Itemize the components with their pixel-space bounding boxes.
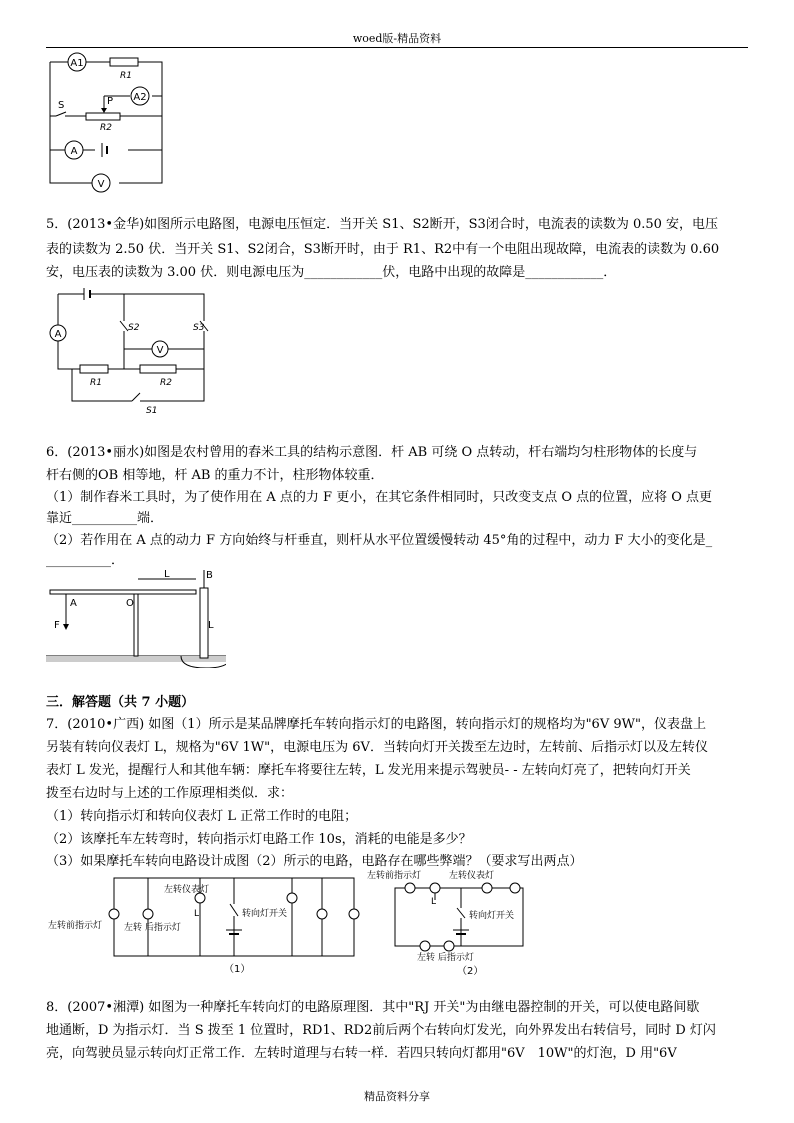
circuit-figure-q5 <box>44 285 214 420</box>
fig1-switch-label: 转向灯开关 <box>242 909 288 919</box>
q6-line-3: （1）制作舂米工具时，为了使作用在 A 点的力 F 更小，在其它条件相同时，只改变支点 O 点的位置，应将 O 点更 <box>46 490 713 505</box>
fig1-meter-lamp-label: 左转仪表灯 <box>164 885 210 895</box>
q5-r1-label: R1 <box>90 378 102 388</box>
q7-line-6: （2）该摩托车左转弯时，转向指示灯电路工作 10s，消耗的电能是多少？ <box>46 832 472 847</box>
q8-line-1: 8．(2007•湘潭) 如图为一种摩托车转向灯的电路原理图．其中"RJ 开关"为由继电器控制的开关，可以使电路间歇 <box>46 1000 700 1015</box>
fig2-meter-lamp-label: 左转仪表灯 <box>449 871 495 881</box>
q7-line-2: 另装有转向仪表灯 L，规格为"6V 1W"，电源电压为 6V．当转向灯开关拨至左边时，左转前、后指示灯以及左转仪 <box>46 740 708 755</box>
circuit-figure-top <box>40 50 180 195</box>
q6-line-6: __________． <box>46 553 125 568</box>
ammeter-a1-label: A1 <box>70 58 84 69</box>
fig2-l-label: L <box>431 897 437 907</box>
fig2-caption: （2） <box>457 966 484 977</box>
q6-point-a-label: A <box>70 598 77 609</box>
fig1-caption: （1） <box>224 964 251 975</box>
q7-line-7: （3）如果摩托车转向电路设计成图（2）所示的电路，电路存在哪些弊端？（要求写出两点） <box>46 854 583 869</box>
switch-s-label: S <box>58 100 65 111</box>
resistor-r2-label: R2 <box>100 123 112 133</box>
q5-r2-label: R2 <box>160 378 172 388</box>
q5-line-2: 表的读数为 2.50 伏．当开关 S1、S2闭合，S3断开时，由于 R1、R2中有一个电阻出现故障，电流表的读数为 0.60 <box>46 242 720 257</box>
q6-line-2: 杆右侧的OB 相等地，杆 AB 的重力不计，柱形物体较重． <box>46 468 384 483</box>
q5-switch-s1-label: S1 <box>146 406 158 416</box>
fig1-l-label: L <box>194 909 200 919</box>
q6-length-l-top: L <box>164 569 170 580</box>
q6-point-o-label: O <box>126 598 134 609</box>
q6-line-1: 6．(2013•丽水)如图是农村曾用的舂米工具的结构示意图．杆 AB 可绕 O 点转动，杆右端均匀柱形物体的长度与 <box>46 445 698 460</box>
q5-ammeter-label: A <box>54 329 62 340</box>
ammeter-a-label: A <box>70 146 78 157</box>
ammeter-a2-label: A2 <box>133 92 147 103</box>
q5-line-3: 安，电压表的读数为 3.00 伏．则电源电压为____________伏，电路中出现的故障是____________． <box>46 265 617 280</box>
slider-p-label: P <box>107 96 114 107</box>
fig1-front-lamp-label: 左转前指示灯 <box>48 921 103 931</box>
q7-line-4: 拨至右边时与上述的工作原理相类似．求： <box>46 786 294 801</box>
fig2-switch-label: 转向灯开关 <box>469 911 515 921</box>
q5-line-1: 5．(2013•金华)如图所示电路图，电源电压恒定．当开关 S1、S2断开，S3闭合时，电流表的读数为 0.50 安，电压 <box>46 217 719 232</box>
q5-voltmeter-label: V <box>156 345 164 356</box>
q6-line-5: （2）若作用在 A 点的动力 F 方向始终与杆垂直，则杆从水平位置缓慢转动 45°角的过程中，动力 F 大小的变化是_ <box>46 533 713 548</box>
q6-length-l-side: L <box>208 620 214 631</box>
header-divider <box>46 47 748 48</box>
fig2-rear-lamp-label: 左转 后指示灯 <box>417 953 474 963</box>
q5-switch-s2-label: S2 <box>128 323 140 333</box>
q8-line-2: 地通断，D 为指示灯．当 S 拨至 1 位置时，RD1、RD2前后两个右转向灯发光，向外界发出右转信号，同时 D 灯闪 <box>46 1023 716 1038</box>
resistor-r1-label: R1 <box>120 71 132 81</box>
q8-line-3: 亮，向驾驶员显示转向灯正常工作．左转时道理与右转一样．若四只转向灯都用"6V 10W"的灯泡，D 用"6V <box>46 1046 677 1061</box>
section-three-heading: 三．解答题（共 7 小题） <box>46 695 195 710</box>
q6-force-f-label: F <box>54 620 60 631</box>
voltmeter-v-label: V <box>97 179 105 190</box>
q6-line-4: 靠近__________端． <box>46 511 164 526</box>
q5-switch-s3-label: S3 <box>193 323 205 333</box>
turn-signal-circuit-1 <box>44 872 364 980</box>
page-header: woed版-精品资料 <box>352 32 442 45</box>
fig1-rear-lamp-label: 左转 后指示灯 <box>124 923 181 933</box>
q7-line-1: 7．(2010•广西) 如图（1）所示是某品牌摩托车转向指示灯的电路图，转向指示灯的规格均为"6V 9W"，仪表盘上 <box>46 717 706 732</box>
page-footer: 精品资料分享 <box>364 1090 430 1103</box>
q7-line-5: （1）转向指示灯和转向仪表灯 L 正常工作时的电阻； <box>46 809 358 824</box>
turn-signal-circuit-2 <box>365 868 545 978</box>
rice-pounder-figure <box>46 568 226 668</box>
fig2-front-lamp-label: 左转前指示灯 <box>367 871 422 881</box>
q6-point-b-label: B <box>206 570 213 581</box>
q7-line-3: 表灯 L 发光，提醒行人和其他车辆：摩托车将要往左转，L 发光用来提示驾驶员- - 左转向灯亮了，把转向灯开关 <box>46 763 691 778</box>
